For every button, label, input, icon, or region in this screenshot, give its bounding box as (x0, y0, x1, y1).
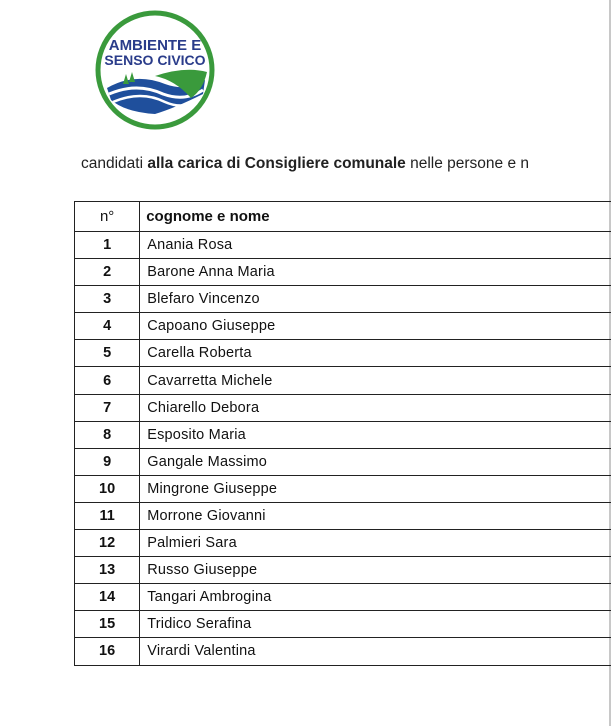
row-number: 15 (75, 611, 140, 638)
table-row (75, 367, 611, 394)
table-row (75, 286, 611, 313)
row-name: Morrone Giovanni (140, 502, 611, 529)
row-name: Anania Rosa (140, 232, 611, 259)
row-name: Gangale Massimo (140, 448, 611, 475)
row-number: 8 (75, 421, 140, 448)
row-number: 5 (75, 340, 140, 367)
row-number: 9 (75, 448, 140, 475)
table-row (75, 611, 611, 638)
logo-line-2: SENSO CIVICO (104, 52, 206, 68)
row-number: 14 (75, 584, 140, 611)
row-number: 10 (75, 475, 140, 502)
row-number: 4 (75, 313, 140, 340)
header-number: n° (75, 202, 140, 232)
intro-text-2: nelle persone e n (405, 155, 530, 172)
row-number: 6 (75, 367, 140, 394)
table-row (75, 340, 611, 367)
intro-bold-text: alla carica di Consigliere comunale (147, 155, 406, 172)
table-row (75, 394, 611, 421)
table-row (75, 475, 611, 502)
row-number: 7 (75, 394, 140, 421)
row-name: Esposito Maria (140, 421, 611, 448)
table-row (75, 421, 611, 448)
row-number: 3 (75, 286, 140, 313)
candidates-table (74, 201, 611, 666)
table-row (75, 313, 611, 340)
table-header-row (75, 202, 611, 232)
row-name: Tangari Ambrogina (140, 584, 611, 611)
row-name: Russo Giuseppe (140, 557, 611, 584)
row-number: 1 (75, 232, 140, 259)
table-row (75, 502, 611, 529)
row-number: 12 (75, 530, 140, 557)
intro-sentence (81, 155, 529, 173)
row-number: 16 (75, 638, 140, 665)
row-number: 11 (75, 502, 140, 529)
row-name: Blefaro Vincenzo (140, 286, 611, 313)
row-name: Capoano Giuseppe (140, 313, 611, 340)
table-row (75, 638, 611, 665)
row-name: Barone Anna Maria (140, 259, 611, 286)
table-row (75, 584, 611, 611)
table-row (75, 448, 611, 475)
row-name: Virardi Valentina (140, 638, 611, 665)
logo-line-1: AMBIENTE E (108, 37, 202, 54)
row-name: Carella Roberta (140, 340, 611, 367)
row-name: Mingrone Giuseppe (140, 475, 611, 502)
row-name: Chiarello Debora (140, 394, 611, 421)
table-row (75, 530, 611, 557)
table-row (75, 557, 611, 584)
party-logo (95, 10, 215, 130)
table-row (75, 259, 611, 286)
row-name: Palmieri Sara (140, 530, 611, 557)
intro-text-1: candidati (81, 155, 148, 172)
row-number: 2 (75, 259, 140, 286)
row-name: Cavarretta Michele (140, 367, 611, 394)
table-row (75, 232, 611, 259)
row-name: Tridico Serafina (140, 611, 611, 638)
header-name: cognome e nome (140, 202, 611, 232)
row-number: 13 (75, 557, 140, 584)
